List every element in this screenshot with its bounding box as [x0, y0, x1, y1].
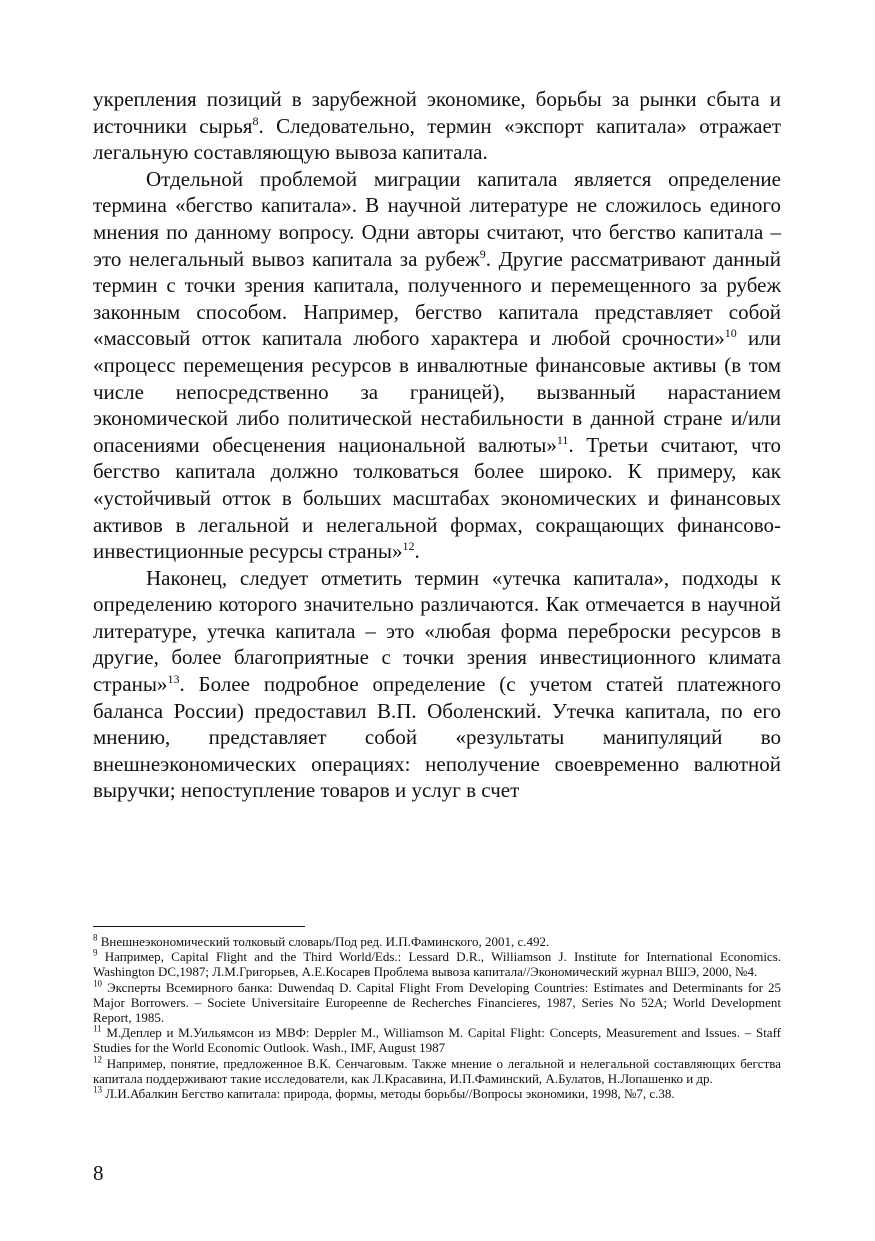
footnote-9 [93, 949, 781, 979]
footnote-text: М.Деплер и М.Уильямсон из МВФ: Deppler M., Williamson M. Capital Flight: Concepts, Measurement and Issues. – Staff Studies for the World Economic Outlook. Wash., IMF, August 1987 [93, 1025, 781, 1056]
footnote-ref-11[interactable]: 11 [556, 432, 569, 447]
footnote-number: 11 [93, 1023, 102, 1034]
footnote-ref-12[interactable]: 12 [402, 539, 415, 554]
paragraph-2 [93, 166, 781, 565]
paragraph-3 [93, 565, 781, 804]
text-run: Наконец, следует отметить термин «утечка капитала», подходы к определению которого значительно различаются. Как отмечается в научной литературе, утечка капитала – это «любая форма переброски ресурсов в другие, более благоприятные с точки зрения инвестиционного климата страны» [93, 565, 781, 697]
text-run: Отдельной проблемой миграции капитала является определение термина «бегство капитала». В научной литературе не сложилось единого мнения по данному вопросу. Одни авторы считают, что бегство капитала – это нелегальный вывоз капитала за рубеж [93, 166, 781, 271]
footnote-number: 8 [93, 932, 98, 943]
footnote-ref-8[interactable]: 8 [252, 113, 259, 128]
text-run: . [414, 539, 420, 564]
text-run: или «процесс перемещения ресурсов в инвалютные финансовые активы (в том числе непосредственно за границей), вызванный нарастанием экономической либо политической нестабильности в данной стране и/или опасениями обесценения национальной валюты» [93, 326, 781, 457]
footnote-number: 13 [93, 1084, 102, 1095]
footnote-ref-10[interactable]: 10 [724, 326, 737, 341]
footnote-8 [93, 934, 781, 949]
footnote-text: Л.И.Абалкин Бегство капитала: природа, формы, методы борьбы//Вопросы экономики, 1998, №7, с.38. [105, 1086, 675, 1102]
footnote-11 [93, 1025, 781, 1055]
footnote-separator [93, 926, 305, 927]
text-run: . Другие рассматривают данный термин с точки зрения капитала, полученного и перемещенного за рубеж законным способом. Например, бегство капитала представляет собой «массовый отток капитала любого характера и любой срочности» [93, 246, 782, 351]
footnote-text: Например, понятие, предложенное В.К. Сенчаговым. Также мнение о легальной и нелегальной составляющих бегства капитала поддерживают такие исследователи, как Л.Красавина, И.П.Фаминский, А.Булатов, Н.Лопашенко и др. [93, 1055, 781, 1086]
footnote-ref-13[interactable]: 13 [167, 672, 180, 687]
footnote-12 [93, 1056, 781, 1086]
footnote-number: 10 [93, 978, 102, 989]
text-run: . Более подробное определение (с учетом статей платежного баланса России) предоставил В.П. Оболенский. Утечка капитала, по его мнению, представляет собой «результаты манипуляций во внешнеэкономических операциях: неполучение своевременно валютной выручки; непоступление товаров и услуг в счет [93, 672, 781, 803]
footnote-10 [93, 980, 781, 1026]
footnote-ref-9[interactable]: 9 [479, 246, 486, 261]
footnote-number: 9 [93, 947, 98, 958]
footnote-number: 12 [93, 1054, 102, 1065]
page-body [93, 86, 781, 804]
text-run: укрепления позиций в зарубежной экономике, борьбы за рынки сбыта и источники сырья [93, 87, 781, 138]
text-run: . Следовательно, термин «экспорт капитала» отражает легальную составляющую вывоза капитала. [93, 113, 782, 165]
footnote-text: Например, Capital Flight and the Third World/Eds.: Lessard D.R., Williamson J. Institute for International Economics. Washington DC,1987; Л.М.Григорьев, А.Е.Косарев Проблема вывоза капитала//Экономический журнал ВШЭ, 2000, №4. [93, 949, 782, 980]
footnote-text: Эксперты Всемирного банка: Duwendaq D. Capital Flight From Developing Countries: Estimates and Determinants for 25 Major Borrowers. – Societe Universitaire Europeenne de Recherches Financieres, 1987, Series No 52A; World Development Report, 1985. [93, 979, 782, 1026]
footnote-13 [93, 1086, 781, 1101]
page-number: 8 [93, 1161, 104, 1185]
text-run: . Третьи считают, что бегство капитала должно толковаться более широко. К примеру, как «устойчивый отток в больших масштабах экономических и финансовых активов в легальной и нелегальной формах, сокращающих финансово-инвестиционные ресурсы страны» [93, 432, 781, 564]
paragraph-1 [93, 86, 781, 166]
footnotes [93, 934, 781, 1101]
footnote-text: Внешнеэкономический толковый словарь/Под ред. И.П.Фаминского, 2001, с.492. [100, 934, 550, 949]
